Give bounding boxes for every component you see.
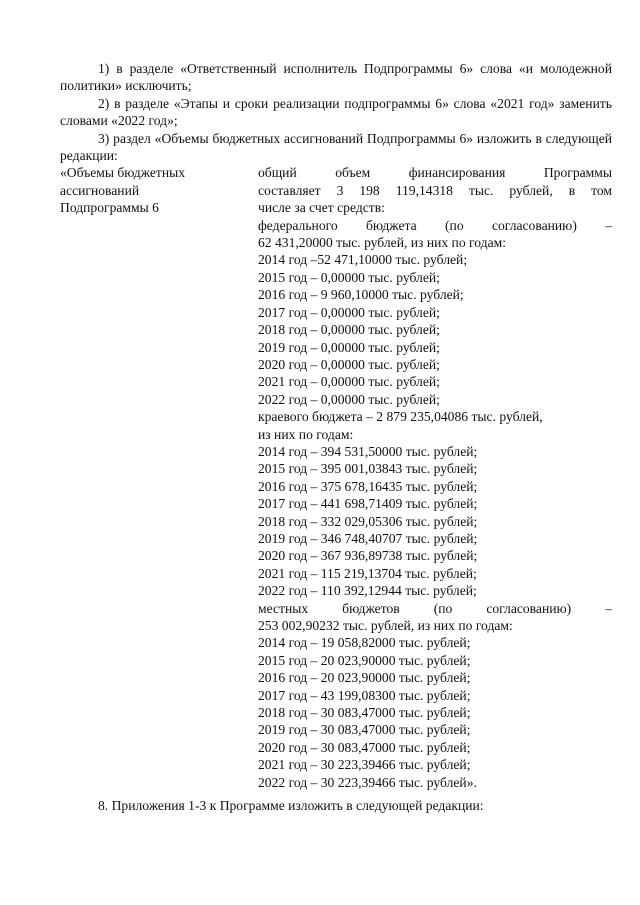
total-line: составляет 3 198 119,14318 тыс. рублей, в том [258,182,612,198]
budget-table-values [258,164,612,791]
budget-table-label [60,164,258,791]
year-item: 2022 год – 110 392,12944 тыс. рублей; [258,583,477,599]
regional-budget-line: из них по годам: [258,426,354,442]
budget-table [60,164,612,791]
year-item: 2015 год – 395 001,03843 тыс. рублей; [258,461,478,477]
year-item: 2020 год – 0,00000 тыс. рублей; [258,356,440,372]
year-item: 2016 год – 20 023,90000 тыс. рублей; [258,670,471,686]
local-years-list [258,634,612,791]
document-page [60,60,612,814]
regional-years-list [258,443,612,600]
year-item: 2016 год – 9 960,10000 тыс. рублей; [258,287,464,303]
year-item: 2015 год – 0,00000 тыс. рублей; [258,269,440,285]
year-item: 2014 год – 394 531,50000 тыс. рублей; [258,443,478,459]
local-budget-line: местных бюджетов (по согласованию) – [258,600,612,616]
year-item: 2018 год – 332 029,05306 тыс. рублей; [258,513,478,529]
paragraph-8: 8. Приложения 1-3 к Программе изложить в следующей редакции: [98,798,484,814]
year-item: 2019 год – 30 083,47000 тыс. рублей; [258,722,471,738]
year-item: 2014 год –52 471,10000 тыс. рублей; [258,252,468,268]
paragraph-1: 1) в разделе «Ответственный исполнитель Подпрограммы 6» слова «и молодежной политики» исключить; [60,61,612,94]
year-item: 2018 год – 0,00000 тыс. рублей; [258,322,440,338]
year-item: 2016 год – 375 678,16435 тыс. рублей; [258,478,478,494]
label-line: Подпрограммы 6 [60,200,159,216]
local-budget-line: 253 002,90232 тыс. рублей, из них по годам: [258,618,513,633]
total-line: общий объем финансирования Программы [258,165,612,181]
total-line: числе за счет средств: [258,200,385,216]
year-item: 2021 год – 0,00000 тыс. рублей; [258,374,440,390]
federal-budget-line: федерального бюджета (по согласованию) – [258,217,612,233]
year-item: 2020 год – 367 936,89738 тыс. рублей; [258,548,478,564]
year-item: 2014 год – 19 058,82000 тыс. рублей; [258,635,471,651]
year-item: 2020 год – 30 083,47000 тыс. рублей; [258,739,471,755]
year-item: 2022 год – 0,00000 тыс. рублей; [258,391,440,407]
paragraph-2: 2) в разделе «Этапы и сроки реализации подпрограммы 6» слова «2021 год» заменить словами «2022 год»; [60,95,612,129]
year-item: 2018 год – 30 083,47000 тыс. рублей; [258,705,471,721]
year-item: 2015 год – 20 023,90000 тыс. рублей; [258,652,471,668]
year-item: 2022 год – 30 223,39466 тыс. рублей». [258,774,477,790]
regional-budget-line: краевого бюджета – 2 879 235,04086 тыс. рублей, [258,409,543,425]
federal-years-list [258,251,612,408]
year-item: 2019 год – 0,00000 тыс. рублей; [258,339,440,355]
year-item: 2021 год – 30 223,39466 тыс. рублей; [258,757,471,773]
label-line: «Объемы бюджетных [60,165,186,181]
paragraph-3: 3) раздел «Объемы бюджетных ассигнований Подпрограммы 6» изложить в следующей редакции: [60,130,612,164]
year-item: 2017 год – 43 199,08300 тыс. рублей; [258,687,471,703]
year-item: 2021 год – 115 219,13704 тыс. рублей; [258,565,477,581]
label-line: ассигнований [60,182,140,198]
federal-budget-line: 62 431,20000 тыс. рублей, из них по годам: [258,235,506,251]
year-item: 2019 год – 346 748,40707 тыс. рублей; [258,530,478,546]
year-item: 2017 год – 441 698,71409 тыс. рублей; [258,496,478,512]
year-item: 2017 год – 0,00000 тыс. рублей; [258,304,440,320]
